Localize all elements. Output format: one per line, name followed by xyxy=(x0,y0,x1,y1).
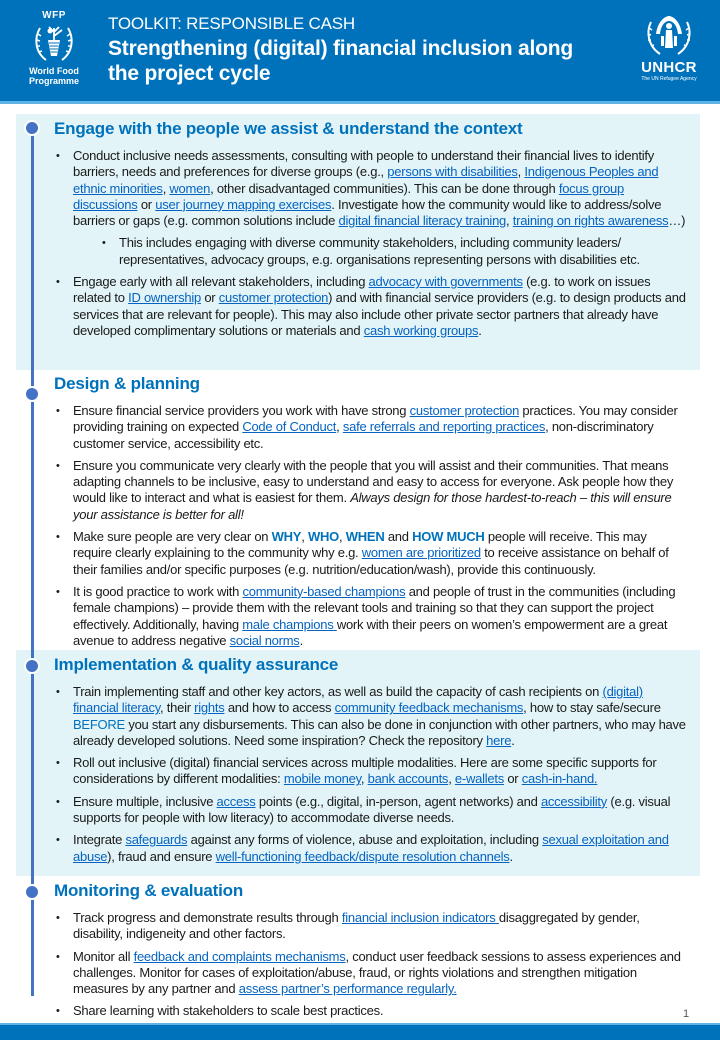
body-text: Make sure people are very clear on xyxy=(73,529,272,545)
body-text: It is good practice to work with xyxy=(73,583,243,599)
section-design-planning xyxy=(16,370,700,652)
inline-link[interactable]: safeguards xyxy=(125,832,188,848)
timeline-dot xyxy=(24,884,40,900)
unhcr-logo xyxy=(634,12,704,92)
body-text: Ensure financial service providers you work with have strong xyxy=(73,403,410,418)
body-text: to receive assistance on behalf of their families and/or specific purposes (e.g. nutrition/education/wash), provide this continuously. xyxy=(73,545,669,577)
body-text: practices. You may consider providing training on expected xyxy=(73,403,678,435)
inline-link[interactable]: cash-in-hand. xyxy=(521,771,598,787)
highlight-text: WHEN xyxy=(345,529,385,545)
bullet-item xyxy=(56,403,686,452)
bullet-item xyxy=(56,584,686,649)
inline-link[interactable]: access xyxy=(216,793,256,809)
inline-link[interactable]: advocacy with governments xyxy=(368,274,523,290)
toolkit-label: TOOLKIT: RESPONSIBLE CASH xyxy=(108,14,355,33)
body-text: . xyxy=(511,732,515,748)
highlight-text: WHY xyxy=(271,529,302,545)
body-text: , xyxy=(360,771,368,787)
inline-link[interactable]: customer protection xyxy=(218,290,329,306)
body-text: Monitor all xyxy=(73,948,134,964)
inline-link[interactable]: cash working groups xyxy=(363,322,479,338)
inline-link[interactable]: training on rights awareness xyxy=(512,213,669,229)
inline-link[interactable]: feedback and complaints mechanisms xyxy=(133,948,346,964)
wfp-logo-name-line1: World Food xyxy=(29,66,79,76)
bullet-item xyxy=(56,684,686,749)
body-text: …) xyxy=(668,213,686,229)
body-text: , xyxy=(162,180,170,196)
body-text: Engage early with all relevant stakeholders, including xyxy=(73,274,369,290)
body-text: , non-discriminatory customer service, accessibility etc. xyxy=(73,419,654,451)
body-text: points (e.g., digital, in-person, agent networks) and xyxy=(255,793,541,809)
page-number: 1 xyxy=(683,1008,690,1020)
inline-link[interactable]: safe referrals and reporting practices xyxy=(342,419,546,435)
inline-link[interactable]: persons with disabilities xyxy=(387,164,518,180)
inline-link[interactable]: (digital) financial literacy xyxy=(73,684,643,716)
unhcr-logo-name: UNHCR xyxy=(641,59,697,76)
body-text: Train implementing staff and other key actors, as well as build the capacity of cash recipients on xyxy=(73,684,603,699)
body-text: . xyxy=(478,322,482,338)
bullet-list xyxy=(56,403,686,655)
inline-link[interactable]: community-based champions xyxy=(242,583,406,599)
body-text: Conduct inclusive needs assessments, consulting with people to understand their financial lives to identify barriers, needs and preferences for diverse groups (e.g., xyxy=(73,148,654,180)
inline-link[interactable]: digital financial literacy training xyxy=(338,213,507,229)
page-title-line2: the project cycle xyxy=(108,62,271,85)
wfp-emblem-icon xyxy=(32,22,76,64)
unhcr-emblem-icon xyxy=(644,12,694,58)
body-text: ), fraud and ensure xyxy=(107,848,216,864)
body-text: (e.g. to work on issues related to xyxy=(73,274,651,306)
bullet-list xyxy=(56,910,686,1026)
body-text: , their xyxy=(160,700,195,716)
section-implementation xyxy=(16,650,700,876)
inline-link[interactable]: here xyxy=(486,732,512,748)
inline-link[interactable]: assess partner’s performance regularly. xyxy=(238,981,457,997)
body-text: or xyxy=(200,290,219,306)
body-text: , xyxy=(448,771,455,787)
body-text: , xyxy=(517,164,525,180)
bullet-item xyxy=(56,794,686,827)
inline-link[interactable]: ID ownership xyxy=(128,290,201,306)
inline-link[interactable]: sexual exploitation and abuse xyxy=(73,832,669,864)
timeline-dot xyxy=(24,120,40,136)
page-title-line1: Strengthening (digital) financial inclusion along xyxy=(108,37,574,60)
body-text: or xyxy=(137,196,156,212)
body-text: and xyxy=(384,529,413,545)
inline-link[interactable]: user journey mapping exercises xyxy=(155,196,332,212)
body-text: disaggregated by gender, disability, indigeneity and other factors. xyxy=(73,910,640,942)
body-text: and how to access xyxy=(224,700,335,716)
body-text: work with their peers on women’s empowerment are a great avenue to address negative xyxy=(73,616,668,648)
body-text: ) and with financial service providers (e.g. to design products and services that are relevant for people). This may also include other private sector partners that already have developed complimentary solutions or materials and xyxy=(73,290,686,338)
body-text: against any forms of violence, abuse and exploitation, including xyxy=(187,832,543,848)
body-text: Roll out inclusive (digital) financial services across multiple modalities. Here are some specific supports for considerations by different modalities: xyxy=(73,755,657,787)
body-text: and people of trust in the communities (including female champions) – provide them with the relevant tools and training so that they can support the project effectively. Additionally, having xyxy=(73,583,676,632)
body-text: you start any disbursements. This can also be done in conjunction with other partners, who may have already developed solutions. Need some inspiration? Check the repository xyxy=(73,716,686,748)
bullet-list xyxy=(56,148,686,345)
body-text: . xyxy=(509,848,513,864)
body-text: Share learning with stakeholders to scale best practices. xyxy=(73,1003,384,1019)
title-block xyxy=(108,14,573,86)
wfp-logo-name-line2: Programme xyxy=(28,76,80,86)
inline-link[interactable]: well-functioning feedback/dispute resolution channels xyxy=(215,848,510,864)
body-text: , xyxy=(339,529,346,545)
bullet-list xyxy=(56,684,686,871)
inline-link[interactable]: customer protection xyxy=(409,403,520,418)
section-title: Monitoring & evaluation xyxy=(54,881,244,900)
highlight-text: BEFORE xyxy=(73,716,125,732)
unhcr-logo-tagline: The UN Refugee Agency xyxy=(641,76,697,82)
body-text: Ensure you communicate very clearly with the people that you will assist and their communities. That means adapting channels to be inclusive, easy to understand and easy to access for everyone. Ask people how they would like to interact and what is easiest for them. xyxy=(73,457,674,506)
body-text: or xyxy=(503,771,522,787)
inline-link[interactable]: e-wallets xyxy=(454,771,504,787)
body-text: Ensure multiple, inclusive xyxy=(73,793,217,809)
section-title: Implementation & quality assurance xyxy=(54,655,339,674)
bullet-item xyxy=(56,148,686,229)
timeline-dot xyxy=(24,386,40,402)
body-text: Integrate xyxy=(73,832,126,848)
body-text: Track progress and demonstrate results through xyxy=(73,910,342,925)
inline-link[interactable]: Code of Conduct xyxy=(242,419,337,435)
wfp-logo-acronym: WFP xyxy=(42,10,66,21)
section-title: Engage with the people we assist & understand the context xyxy=(54,119,523,138)
bullet-item xyxy=(56,949,686,998)
page-header xyxy=(0,0,720,104)
inline-link[interactable]: bank accounts xyxy=(367,771,449,787)
section-engage xyxy=(16,114,700,370)
inline-link[interactable]: social norms xyxy=(229,632,300,648)
inline-link[interactable]: financial inclusion indicators xyxy=(341,910,499,925)
inline-link[interactable]: Indigenous Peoples and ethnic minorities xyxy=(73,164,659,196)
inline-link[interactable]: accessibility xyxy=(540,793,608,809)
bullet-item xyxy=(56,755,686,788)
body-text: This includes engaging with diverse community stakeholders, including community leaders/ representatives, advocacy groups, e.g. organisations representing persons with disabilities etc. xyxy=(119,235,640,267)
highlight-text: WHO xyxy=(307,529,339,545)
section-title: Design & planning xyxy=(54,374,200,393)
inline-link[interactable]: women are prioritized xyxy=(361,545,481,561)
inline-link[interactable]: women xyxy=(169,180,211,196)
inline-link[interactable]: community feedback mechanisms xyxy=(334,700,524,716)
body-text: , conduct user feedback sessions to assess experiences and challenges. Monitor for cases of exploitation/abuse, fraud, or rights violations and strengthen mitigation measures by any partner and xyxy=(73,948,681,997)
bullet-item xyxy=(56,832,686,865)
body-text: . xyxy=(299,632,303,648)
body-text: (e.g. visual supports for people with low literacy) to accommodate diverse needs. xyxy=(73,793,671,826)
emphasis-text: Always design for those hardest-to-reach – this will ensure your assistance is better for all! xyxy=(73,490,672,522)
bullet-item xyxy=(56,274,686,339)
page-footer-bar xyxy=(0,1023,720,1040)
inline-link[interactable]: focus group discussions xyxy=(73,180,625,212)
body-text: , other disadvantaged communities). This can be done through xyxy=(210,180,559,196)
body-text: , xyxy=(336,419,343,435)
highlight-text: HOW MUCH xyxy=(412,529,485,545)
inline-link[interactable]: mobile money xyxy=(283,771,361,787)
body-text: . Investigate how the community would like to address/solve barriers or gaps (e.g. common solutions include xyxy=(73,196,662,229)
bullet-item xyxy=(56,1003,686,1019)
body-text: , xyxy=(506,213,513,229)
body-text: , xyxy=(301,529,308,545)
inline-link[interactable]: rights xyxy=(194,700,225,716)
wfp-logo xyxy=(24,10,84,90)
inline-link[interactable]: male champions xyxy=(242,616,337,632)
sub-bullet-item xyxy=(102,235,686,268)
body-text: , how to stay safe/secure xyxy=(523,700,661,716)
timeline-line xyxy=(31,130,34,996)
timeline-dot xyxy=(24,658,40,674)
bullet-item xyxy=(56,910,686,943)
bullet-item xyxy=(56,529,686,578)
body-text: people will receive. This may require clearly explaining to the community why e.g. xyxy=(73,529,647,561)
bullet-item xyxy=(56,458,686,523)
section-monitoring xyxy=(16,876,700,1022)
